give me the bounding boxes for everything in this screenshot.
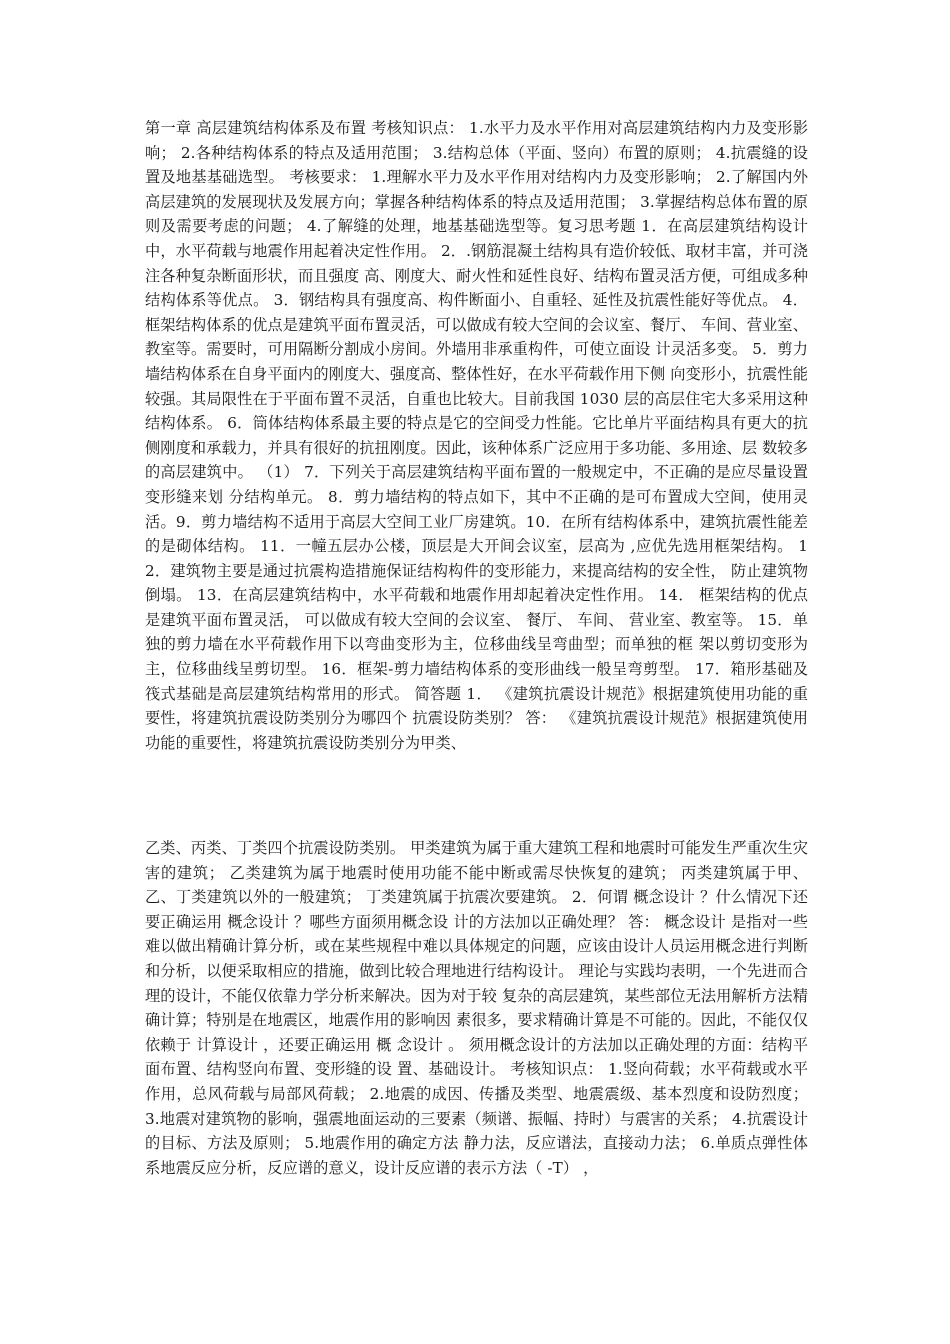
body-paragraph-1: 第一章 高层建筑结构体系及布置 考核知识点： 1.水平力及水平作用对高层建筑结构内力及变形影响； 2.各种结构体系的特点及适用范围； 3.结构总体（平面、竖向）布置的原则； 4.抗震缝的设置及地基基础选型。 考核要求： 1.理解水平力及水平作用对结构内力及变形影响； 2.了解国内外高层建筑的发展现状及发展方向；掌握各种结构体系的特点及适用范围； 3.掌握结构总体布置的原则及需要考虑的问题； 4.了解缝的处理，地基基础选型等。复习思考题 1．在高层建筑结构设计中，水平荷载与地震作用起着决定性作用。 2．.钢筋混凝土结构具有造价较低、取材丰富，并可浇注各种复杂断面形状，而且强度 高、刚度大、耐火性和延性良好、结构布置灵活方便，可组成多种结构体系等优点。 3．钢结构具有强度高、构件断面小、自重轻、延性及抗震性能好等优点。 4．框架结构体系的优点是建筑平面布置灵活，可以做成有较大空间的会议室、餐厅、 车间、营业室、教室等。需要时，可用隔断分割成小房间。外墙用非承重构件，可使立面设 计灵活多变。 5．剪力墙结构体系在自身平面内的刚度大、强度高、整体性好，在水平荷载作用下侧 向变形小，抗震性能较强。其局限性在于平面布置不灵活，自重也比较大。目前我国 1030 层的高层住宅大多采用这种结构体系。 6．筒体结构体系最主要的特点是它的空间受力性能。它比单片平面结构具有更大的抗 侧刚度和承载力，并具有很好的抗扭刚度。因此，该种体系广泛应用于多功能、多用途、层 数较多的高层建筑中。 （1） 7．下列关于高层建筑结构平面布置的一般规定中，不正确的是应尽量设置变形缝来划 分结构单元。 8．剪力墙结构的特点如下，其中不正确的是可布置成大空间，使用灵活。9．剪力墙结构不适用于高层大空间工业厂房建筑。10．在所有结构体系中，建筑抗震性能差的是砌体结构。 11．一幢五层办公楼，顶层是大开间会议室，层高为 ,应优先选用框架结构。 12．建筑物主要是通过抗震构造措施保证结构构件的变形能力，来提高结构的安全性， 防止建筑物倒塌。 13．在高层建筑结构中，水平荷载和地震作用却起着决定性作用。 14． 框架结构的优点是建筑平面布置灵活， 可以做成有较大空间的会议室、 餐厅、 车间、 营业室、教室等。 15．单独的剪力墙在水平荷载作用下以弯曲变形为主，位移曲线呈弯曲型；而单独的框 架以剪切变形为主，位移曲线呈剪切型。 16．框架-剪力墙结构体系的变形曲线一般呈弯剪型。 17．箱形基础及筏式基础是高层建筑结构常用的形式。 简答题 1． 《建筑抗震设计规范》根据建筑使用功能的重要性，将建筑抗震设防类别分为哪四个 抗震设防类别？ 答： 《建筑抗震设计规范》根据建筑使用功能的重要性，将建筑抗震设防类别分为甲类、 <box>145 119 808 752</box>
body-paragraph-2: 乙类、丙类、丁类四个抗震设防类别。 甲类建筑为属于重大建筑工程和地震时可能发生严重次生灾害的建筑； 乙类建筑为属于地震时使用功能不能中断或需尽快恢复的建筑； 丙类建筑属于甲、乙、丁类建筑以外的一般建筑； 丁类建筑属于抗震次要建筑。 2．何谓 概念设计 ？什么情况下还要正确运用 概念设计 ？哪些方面须用概念设 计的方法加以正确处理？ 答： 概念设计 是指对一些难以做出精确计算分析，或在某些规程中难以具体规定的问题，应该由设计人员运用概念进行判断和分析，以便采取相应的措施，做到比较合理地进行结构设计。 理论与实践均表明，一个先进而合理的设计，不能仅依靠力学分析来解决。因为对于较 复杂的高层建筑，某些部位无法用解析方法精确计算；特别是在地震区，地震作用的影响因 素很多，要求精确计算是不可能的。因此，不能仅仅依赖于 计算设计 ，还要正确运用 概 念设计 。 须用概念设计的方法加以正确处理的方面：结构平面布置、结构竖向布置、变形缝的设 置、基础设计。 考核知识点： 1.竖向荷载；水平荷载或水平作用，总风荷载与局部风荷载； 2.地震的成因、传播及类型、地震震级、基本烈度和设防烈度； 3.地震对建筑物的影响，强震地面运动的三要素（频谱、振幅、持时）与震害的关系； 4.抗震设计的目标、方法及原则； 5.地震作用的确定方法 静力法，反应谱法，直接动力法； 6.单质点弹性体系地震反应分析，反应谱的意义，设计反应谱的表示方法（ -T） ， <box>145 839 808 1177</box>
